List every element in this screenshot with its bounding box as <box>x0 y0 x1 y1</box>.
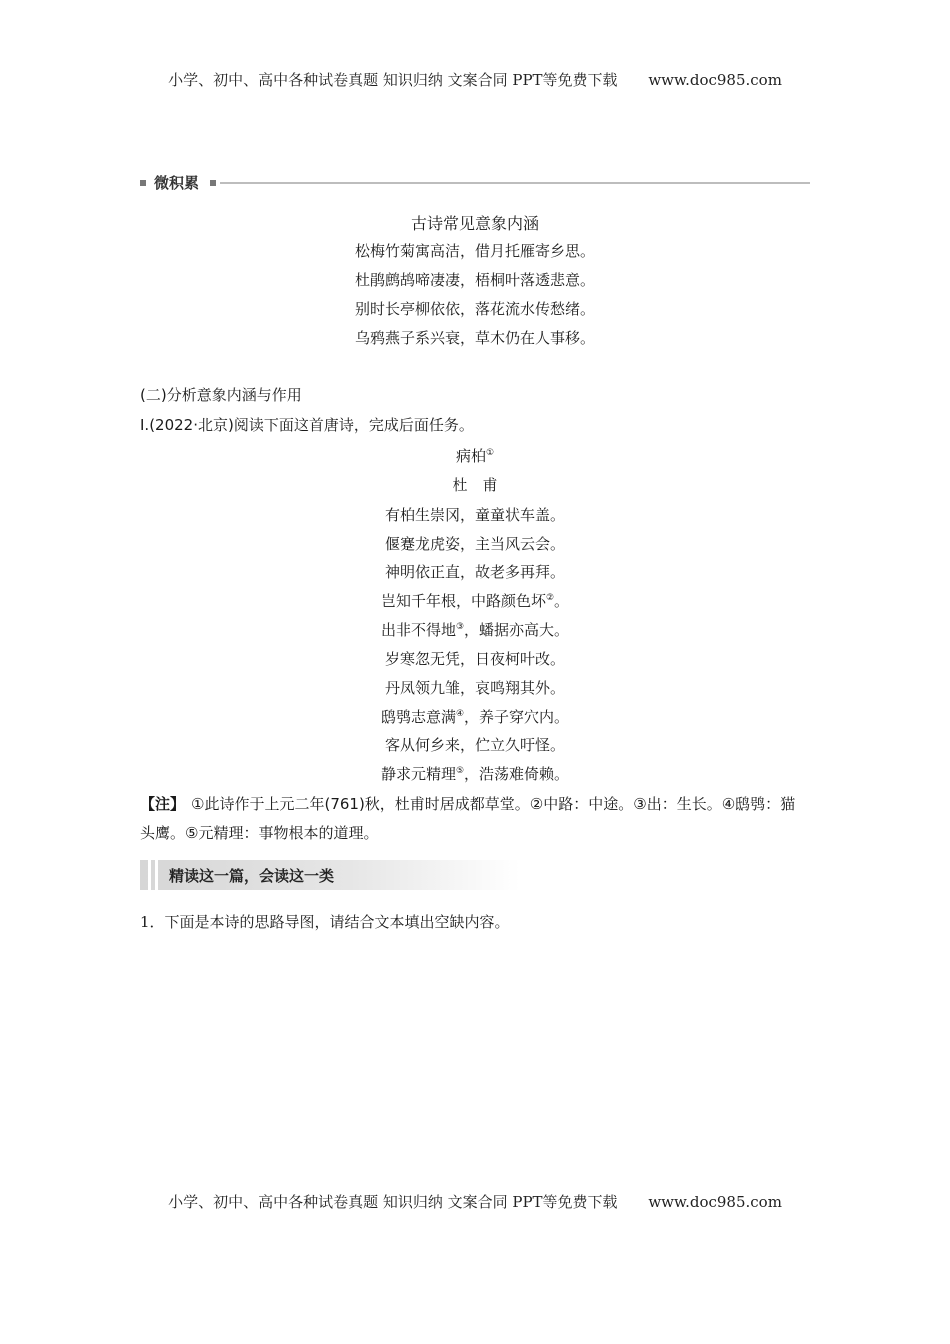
bullet-square-icon <box>140 180 146 186</box>
poem-title <box>140 445 810 466</box>
section-bar <box>140 172 810 194</box>
footnote-marker: ③ <box>455 622 465 632</box>
poem-line: 静求元精理⑤，浩荡难倚赖。 <box>380 765 570 783</box>
poem-title-text: 病柏 <box>455 447 486 465</box>
imagery-line: 杜鹃鹧鸪啼凄凄，梧桐叶落透悲意。 <box>354 271 595 289</box>
poem-line: 鸱鸮志意满④，养子穿穴内。 <box>380 708 570 726</box>
poem-notes <box>140 790 810 848</box>
header-text: 小学、初中、高中各种试卷真题 知识归纳 文案合同 PPT等免费下载 <box>168 71 618 89</box>
imagery-line: 松梅竹菊寓高洁，借月托雁寄乡思。 <box>354 242 595 260</box>
imagery-title: 古诗常见意象内涵 <box>410 214 539 233</box>
footnote-marker: ④ <box>455 709 465 719</box>
header-site-link[interactable]: www.doc985.com <box>648 71 782 89</box>
section-divider <box>220 182 810 184</box>
notes-label: 【注】 <box>140 795 186 813</box>
page-header <box>0 69 950 90</box>
footnote-marker: ① <box>485 448 495 458</box>
question-text: 1．下面是本诗的思路导图，请结合文本填出空缺内容。 <box>140 913 510 931</box>
banner-stripe <box>155 860 158 890</box>
poem-line: 岂知千年根，中路颜色坏②。 <box>380 592 570 610</box>
banner-stripe <box>148 860 151 890</box>
footer-text: 小学、初中、高中各种试卷真题 知识归纳 文案合同 PPT等免费下载 <box>168 1193 618 1211</box>
reading-banner <box>140 860 520 890</box>
footnote-marker: ② <box>545 593 555 603</box>
poem-line: 客从何乡来，伫立久吁怪。 <box>384 736 565 754</box>
page-footer <box>0 1191 950 1212</box>
poem-line: 丹凤领九雏，哀鸣翔其外。 <box>384 679 565 697</box>
notes-text: ①此诗作于上元二年(761)秋，杜甫时居成都草堂。②中路：中途。③出：生长。④鸱鸮：猫头鹰。⑤元精理：事物根本的道理。 <box>140 795 796 842</box>
poem-line: 偃蹇龙虎姿，主当风云会。 <box>384 535 565 553</box>
poem-line: 有柏生崇冈，童童状车盖。 <box>384 506 565 524</box>
bullet-square-icon <box>210 180 216 186</box>
imagery-line: 乌鸦燕子系兴衰，草木仍在人事移。 <box>354 329 595 347</box>
footer-site-link[interactable]: www.doc985.com <box>648 1193 782 1211</box>
imagery-line: 别时长亭柳依依，落花流水传愁绪。 <box>354 300 595 318</box>
task-instruction: Ⅰ.(2022·北京)阅读下面这首唐诗，完成后面任务。 <box>140 416 474 434</box>
part-heading: (二)分析意象内涵与作用 <box>140 386 302 404</box>
poem-author: 杜 甫 <box>452 476 498 494</box>
poem-line: 岁寒忽无凭，日夜柯叶改。 <box>384 650 565 668</box>
section-title: 微积累 <box>154 174 200 192</box>
banner-title: 精读这一篇，会读这一类 <box>169 867 335 885</box>
poem-line: 神明依正直，故老多再拜。 <box>384 563 565 581</box>
footnote-marker: ⑤ <box>455 766 465 776</box>
poem-line: 出非不得地③，蟠据亦高大。 <box>380 621 570 639</box>
